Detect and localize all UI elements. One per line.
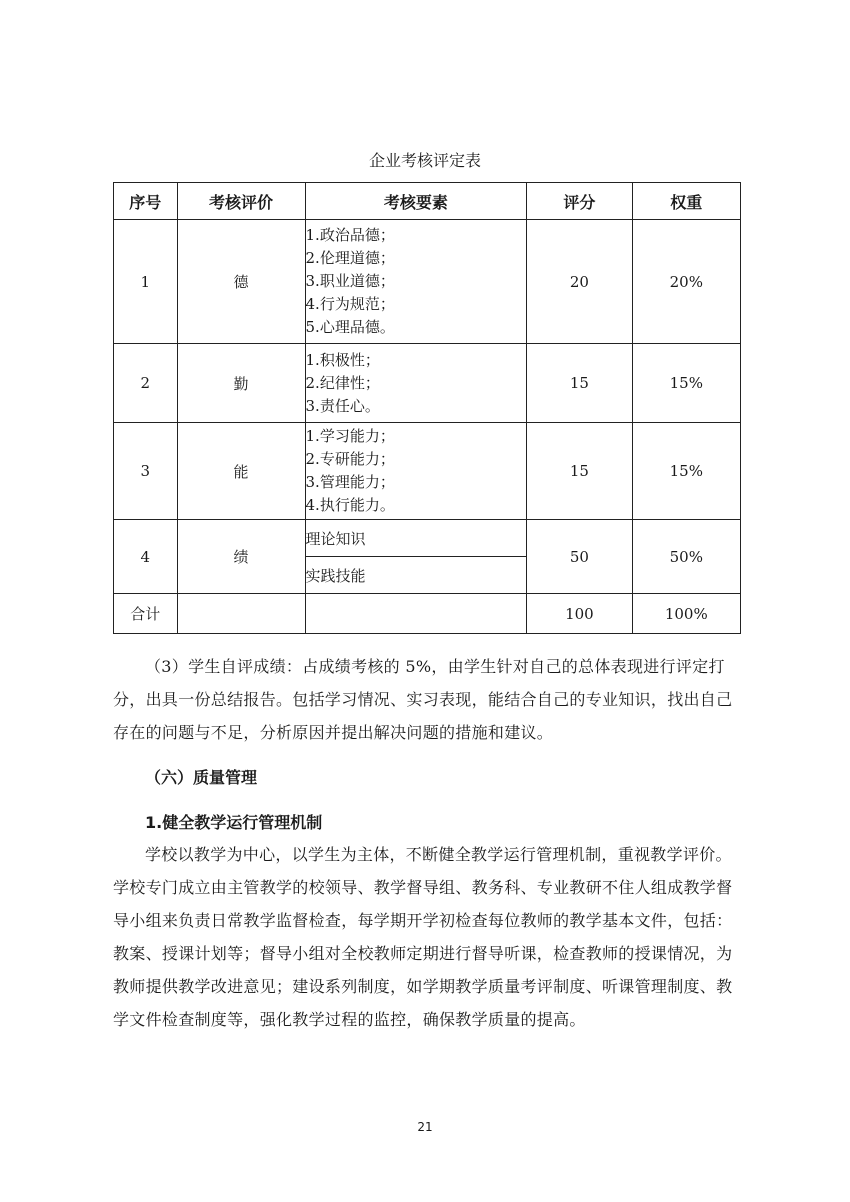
evaluation-table bbox=[113, 182, 741, 634]
element-item: 3.管理能力； bbox=[305, 473, 395, 491]
row-score: 15 bbox=[527, 423, 632, 520]
element-item: 1.政治品德； bbox=[305, 226, 395, 244]
self-evaluation-paragraph: （3）学生自评成绩：占成绩考核的 5%，由学生针对自己的总体表现进行评定打分，出具一份总结报告。包括学习情况、实习表现，能结合自己的专业知识，找出自己存在的问题与不足，分析原因并提出解决问题的措施和建议。 bbox=[113, 657, 733, 742]
row-score: 50 bbox=[527, 520, 632, 594]
body-paragraph: 学校以教学为中心，以学生为主体，不断健全教学运行管理机制，重视教学评价。学校专门成立由主管教学的校领导、教学督导组、教务科、专业教研不住人组成教学督导小组来负责日常教学监督检查，每学期开学初检查每位教师的教学基本文件，包括：教案、授课计划等；督导小组对全校教师定期进行督导听课，检查教师的授课情况，为教师提供教学改进意见；建设系列制度，如学期教学质量考评制度、听课管理制度、教学文件检查制度等，强化教学过程的监控，确保教学质量的提高。 bbox=[113, 845, 733, 1029]
header-evaluation: 考核评价 bbox=[177, 183, 305, 220]
total-weight: 100% bbox=[632, 594, 740, 634]
total-elements bbox=[305, 594, 527, 634]
row-weight: 15% bbox=[632, 423, 740, 520]
total-score: 100 bbox=[527, 594, 632, 634]
element-item: 2.纪律性； bbox=[305, 373, 380, 392]
subsection-title: 1.健全教学运行管理机制 bbox=[145, 813, 323, 832]
table-header-row bbox=[114, 183, 741, 220]
element-item: 5.心理品德。 bbox=[305, 318, 395, 336]
table-caption: 企业考核评定表 bbox=[368, 151, 481, 170]
row-weight: 20% bbox=[632, 220, 740, 344]
row-index: 4 bbox=[114, 520, 178, 594]
total-label: 合计 bbox=[114, 594, 178, 634]
total-level bbox=[177, 594, 305, 634]
row-elements bbox=[305, 423, 527, 520]
element-item: 1.学习能力； bbox=[305, 427, 395, 445]
table-row bbox=[114, 423, 741, 520]
element-item: 理论知识 bbox=[305, 520, 527, 557]
element-item: 3.职业道德； bbox=[305, 272, 395, 290]
row-weight: 15% bbox=[632, 344, 740, 423]
row-index: 2 bbox=[114, 344, 178, 423]
row-score: 15 bbox=[527, 344, 632, 423]
table-row bbox=[114, 344, 741, 423]
row-elements bbox=[305, 344, 527, 423]
element-item: 1.积极性； bbox=[305, 350, 380, 369]
table-row bbox=[114, 220, 741, 344]
header-index: 序号 bbox=[114, 183, 178, 220]
element-item: 实践技能 bbox=[305, 557, 527, 594]
element-item: 2.专研能力； bbox=[305, 450, 395, 468]
header-elements: 考核要素 bbox=[305, 183, 527, 220]
row-index: 1 bbox=[114, 220, 178, 344]
row-level: 能 bbox=[177, 423, 305, 520]
table-total-row bbox=[114, 594, 741, 634]
row-level: 绩 bbox=[177, 520, 305, 594]
row-weight: 50% bbox=[632, 520, 740, 594]
row-elements bbox=[305, 220, 527, 344]
row-level: 德 bbox=[177, 220, 305, 344]
element-item: 4.行为规范； bbox=[305, 295, 395, 313]
element-item: 4.执行能力。 bbox=[305, 496, 395, 514]
element-item: 2.伦理道德； bbox=[305, 249, 395, 267]
header-score: 评分 bbox=[527, 183, 632, 220]
section-title: （六）质量管理 bbox=[145, 768, 258, 787]
page-number: 21 bbox=[417, 1120, 433, 1134]
element-item: 3.责任心。 bbox=[305, 396, 380, 415]
row-level: 勤 bbox=[177, 344, 305, 423]
row-score: 20 bbox=[527, 220, 632, 344]
row-index: 3 bbox=[114, 423, 178, 520]
table-row bbox=[114, 520, 741, 557]
header-weight: 权重 bbox=[632, 183, 740, 220]
